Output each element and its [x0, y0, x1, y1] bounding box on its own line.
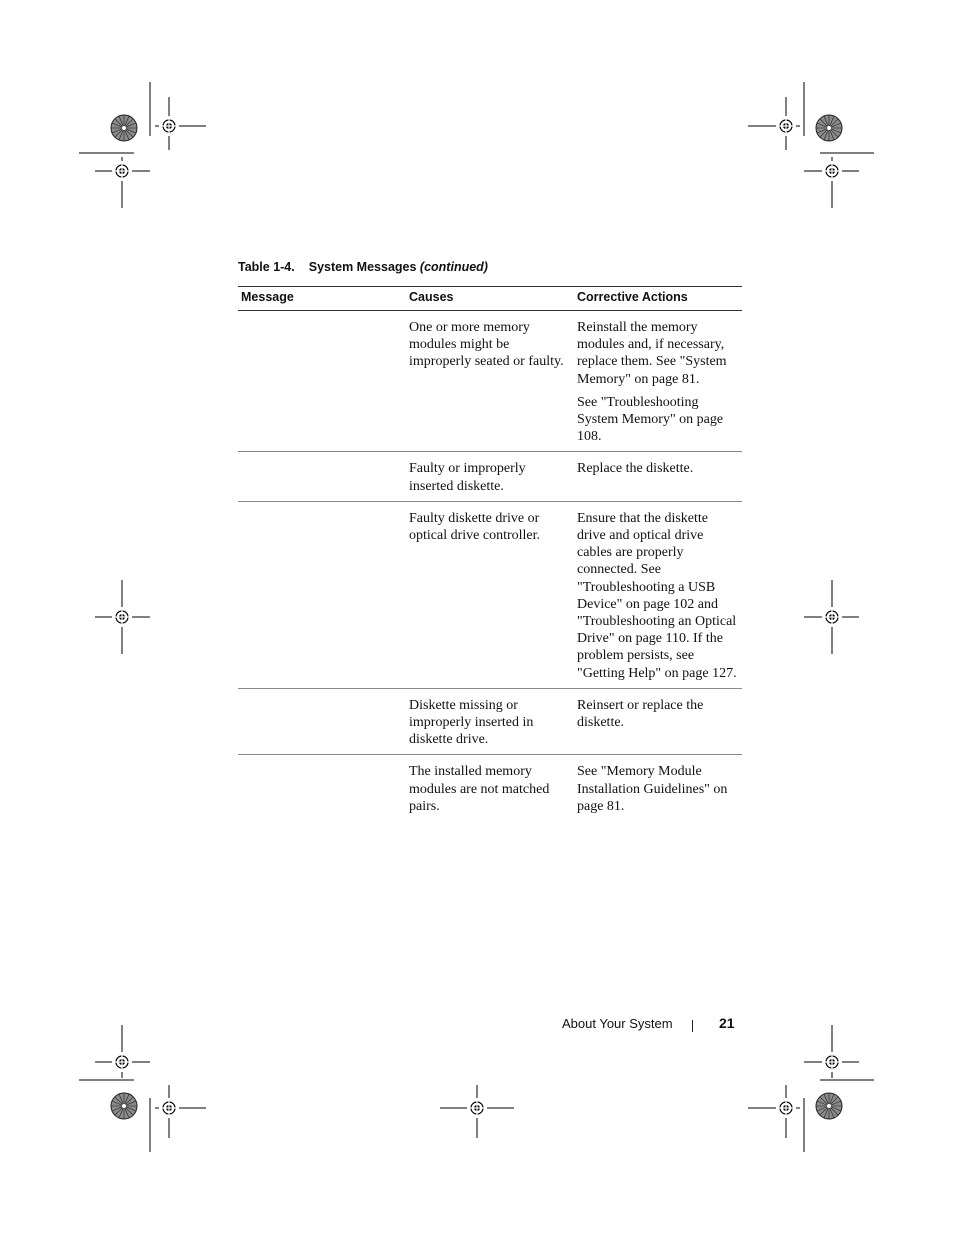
- actions-cell: [574, 501, 742, 688]
- cause-cell: Faulty or improperly inserted diskette.: [406, 452, 574, 501]
- column-header-corrective-actions: Corrective Actions: [574, 287, 742, 311]
- table-row: [238, 452, 742, 501]
- action-paragraph: Ensure that the diskette drive and optical drive cables are properly connected. See "Troubleshooting a USB Device" on page 102 and "Troubleshooting an Optical Drive" on page 110. If the problem persists, see "Getting Help" on page 127.: [577, 510, 737, 681]
- table-header-row: [238, 287, 742, 311]
- action-paragraph: Reinsert or replace the diskette.: [577, 697, 704, 731]
- message-cell: [238, 501, 406, 688]
- table-row: [238, 755, 742, 821]
- actions-cell: [574, 688, 742, 755]
- cause-cell: The installed memory modules are not matched pairs.: [409, 764, 550, 814]
- actions-cell: [574, 755, 742, 821]
- table-caption: [238, 260, 488, 274]
- actions-cell: [574, 452, 742, 501]
- cause-cell: One or more memory modules might be improperly seated or faulty.: [406, 311, 574, 452]
- action-paragraph: See "Troubleshooting System Memory" on page 108.: [577, 394, 724, 445]
- table-row: [238, 688, 742, 755]
- message-cell: [238, 452, 406, 501]
- table-row: [238, 501, 742, 688]
- action-paragraph: Reinstall the memory modules and, if necessary, replace them. See "System Memory" on page 81.: [577, 320, 727, 387]
- column-header-causes: Causes: [406, 287, 574, 311]
- table-title: System Messages: [308, 260, 417, 274]
- cause-cell: Diskette missing or improperly inserted in diskette drive.: [406, 688, 574, 755]
- action-paragraph: See "Memory Module Installation Guidelines" on page 81.: [577, 764, 728, 814]
- column-header-message: Message: [238, 287, 406, 311]
- table-continued-label: (continued): [419, 260, 488, 274]
- message-cell: [238, 311, 406, 452]
- message-cell: [238, 688, 406, 755]
- message-cell: [238, 755, 406, 821]
- page-number: 21: [719, 1015, 735, 1031]
- footer-divider: [692, 1020, 693, 1032]
- footer-section-title: About Your System: [562, 1016, 673, 1031]
- cause-cell: Faulty diskette drive or optical drive controller.: [406, 501, 574, 688]
- table-row: [238, 311, 742, 452]
- system-messages-table: [238, 286, 742, 821]
- action-paragraph: Replace the diskette.: [577, 461, 694, 477]
- table-number: Table 1-4.: [238, 260, 295, 274]
- actions-cell: [574, 311, 742, 452]
